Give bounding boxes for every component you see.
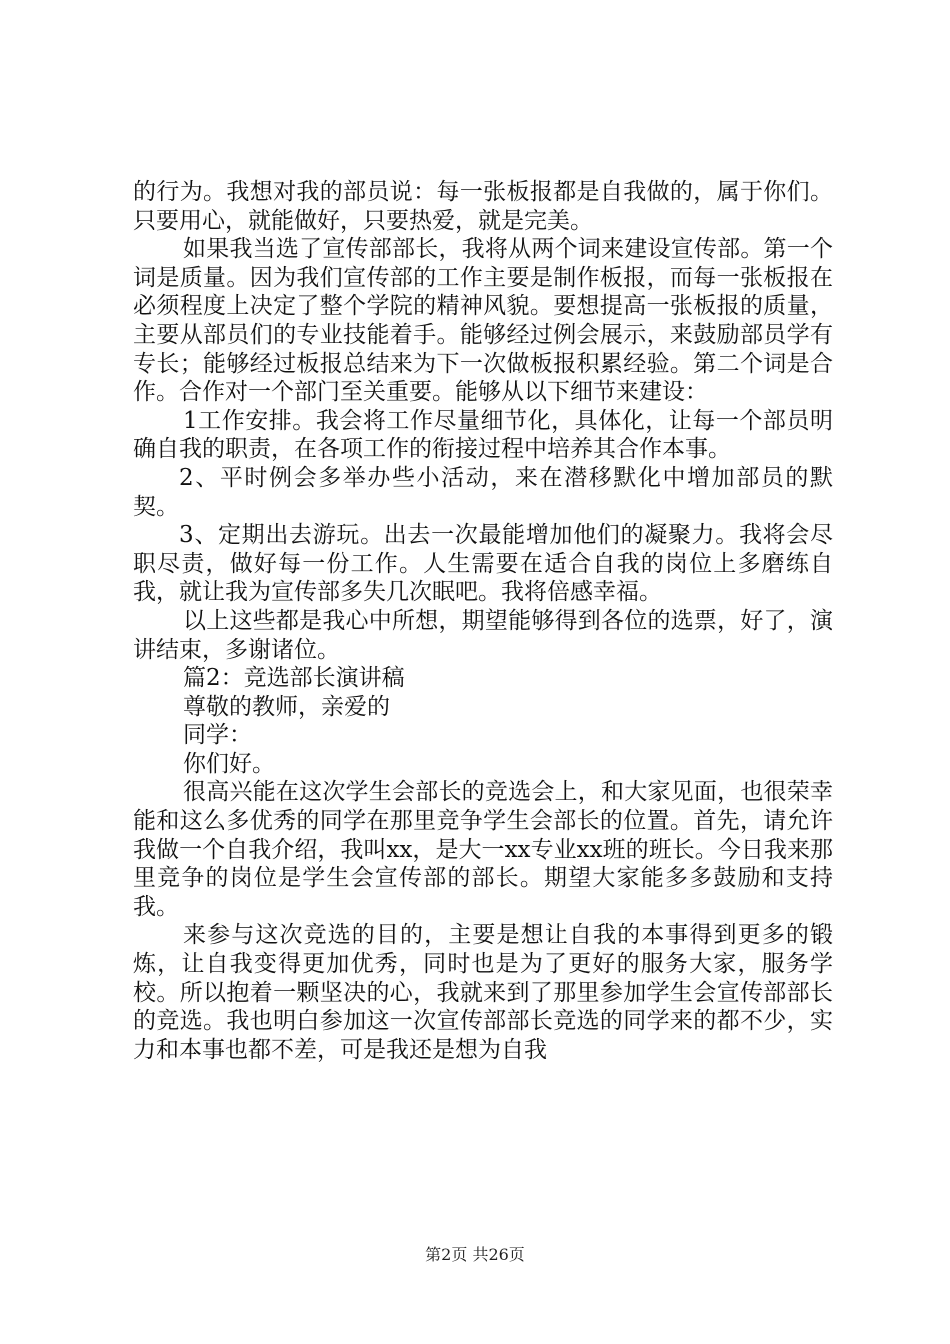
paragraph: 1工作安排。我会将工作尽量细节化，具体化，让每一个部员明确自我的职责，在各项工作的衔接过程中培养其合作本事。 xyxy=(133,407,833,463)
salutation: 尊敬的教师，亲爱的 xyxy=(183,693,390,720)
paragraph: 如果我当选了宣传部部长，我将从两个词来建设宣传部。第一个词是质量。因为我们宣传部的工作主要是制作板报，而每一张板报在必须程度上决定了整个学院的精神风貌。要想提高一张板报的质量，主要从部员们的专业技能着手。能够经过例会展示，来鼓励部员学有专长；能够经过板报总结来为下一次做板报积累经验。第二个词是合作。合作对一个部门至关重要。能够从以下细节来建设： xyxy=(133,236,833,406)
paragraph: 以上这些都是我心中所想，期望能够得到各位的选票，好了，演讲结束，多谢诸位。 xyxy=(133,607,833,663)
salutation: 同学： xyxy=(183,722,252,749)
document-body xyxy=(133,178,833,1064)
section-heading: 篇2：竞选部长演讲稿 xyxy=(183,665,405,692)
paragraph: 的行为。我想对我的部员说：每一张板报都是自我做的，属于你们。只要用心，就能做好，只要热爱，就是完美。 xyxy=(133,179,833,234)
page-footer xyxy=(0,1245,950,1265)
page-number: 第2页 共26页 xyxy=(425,1245,525,1264)
paragraph: 很高兴能在这次学生会部长的竞选会上，和大家见面，也很荣幸能和这么多优秀的同学在那里竞争学生会部长的位置。首先，请允许我做一个自我介绍，我叫xx，是大一xx专业xx班的班长。今日我来那里竞争的岗位是学生会宣传部的部长。期望大家能多多鼓励和支持我。 xyxy=(133,779,833,920)
paragraph: 来参与这次竞选的目的，主要是想让自我的本事得到更多的锻炼，让自我变得更加优秀，同时也是为了更好的服务大家，服务学校。所以抱着一颗坚决的心，我就来到了那里参加学生会宣传部部长的竞选。我也明白参加这一次宣传部部长竞选的同学来的都不少，实力和本事也都不差，可是我还是想为自我 xyxy=(133,922,833,1063)
paragraph: 3、定期出去游玩。出去一次最能增加他们的凝聚力。我将会尽职尽责，做好每一份工作。人生需要在适合自我的岗位上多磨练自我，就让我为宣传部多失几次眠吧。我将倍感幸福。 xyxy=(133,522,833,606)
greeting: 你们好。 xyxy=(183,750,275,777)
paragraph: 2、平时例会多举办些小活动，来在潜移默化中增加部员的默契。 xyxy=(133,464,833,520)
